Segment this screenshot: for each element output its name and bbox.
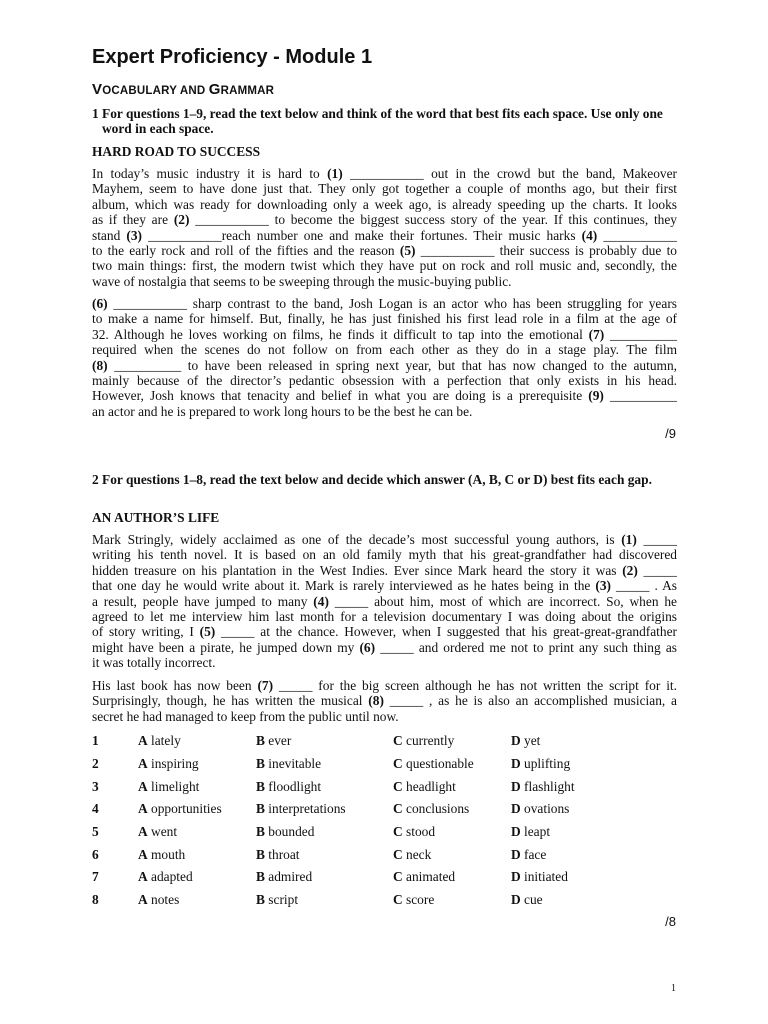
- option-row: [92, 889, 611, 912]
- option-c: C questionable: [393, 756, 474, 772]
- text-line: to make a name for himself. But, finally, he has just finished his first lead role in a film at the age of: [92, 311, 677, 327]
- option-c: C conclusions: [393, 801, 470, 817]
- option-a: A went: [138, 824, 178, 840]
- page-title: Expert Proficiency - Module 1: [92, 46, 373, 68]
- option-c: C headlight: [393, 778, 456, 794]
- part2-score: /8: [665, 914, 676, 929]
- text-line: as if they are (2) ___________ to become the biggest success story of the year. If this continues, they: [92, 212, 677, 228]
- text-line: agreed to let me interview him last month for a television documentary I was doing about the origins: [92, 609, 677, 625]
- gap-number: (2): [622, 562, 638, 578]
- question-number: 1: [92, 733, 99, 749]
- text-line: In today’s music industry it is hard to (1) ___________ out in the crowd but the band, Makeover: [92, 166, 677, 181]
- part2-heading: AN AUTHOR’S LIFE: [92, 510, 220, 525]
- section-heading: VOCABULARY AND GRAMMAR: [92, 81, 275, 98]
- option-a: A adapted: [138, 869, 193, 885]
- page-number: 1: [671, 983, 676, 994]
- text-line: might have been a pirate, he jumped down my (6) _____ and ordered me not to print any such thing as: [92, 639, 677, 655]
- option-d: D face: [511, 846, 547, 862]
- text-line: to the early rock and roll of the fifties and the reason (5) ___________ their success is probably due to: [92, 243, 678, 259]
- option-b: B script: [256, 892, 299, 908]
- text-line: writing his tenth novel. It is based on an old family myth that his great-grandfather had discovered: [92, 547, 677, 563]
- text-line: Mark Stringly, widely acclaimed as one of the decade’s most successful young authors, is (1) _____: [92, 532, 677, 547]
- part1-instruction: 1 For questions 1–9, read the text below and think of the word that best fits each space. Use only one word in each space.: [92, 106, 663, 137]
- gap-number: (1): [621, 532, 637, 547]
- gap-number: (4): [581, 227, 598, 243]
- option-row: [92, 730, 611, 753]
- option-row: [92, 775, 611, 798]
- text-line: a result, people have jumped to many (4) _____ about him, most of which are incorrect. So, when he: [92, 593, 677, 609]
- text-line: stand (3) ___________reach number one and make their fortunes. Their music harks (4) ___________: [92, 227, 677, 243]
- text-line: it was totally incorrect.: [92, 655, 216, 671]
- option-a: A opportunities: [138, 801, 222, 817]
- option-c: C neck: [393, 846, 432, 862]
- gap-number: (2): [173, 212, 190, 228]
- option-b: B ever: [256, 733, 292, 749]
- gap-number: (6): [359, 639, 376, 655]
- option-c: C currently: [393, 733, 455, 749]
- text-line: secret he had managed to keep from the public until now.: [92, 708, 399, 724]
- text-line: Surprisingly, though, he has written the musical (8) _____ , as he is also an accomplished musician, a: [92, 693, 677, 709]
- option-a: A mouth: [138, 846, 186, 862]
- option-c: C animated: [393, 869, 456, 885]
- question-number: 2: [92, 756, 99, 772]
- gap-number: (1): [327, 166, 343, 181]
- text-line: album, which was ready for downloading only a week ago, is already speeding up the charts. It looks: [92, 196, 677, 212]
- gap-number: (8): [92, 357, 108, 373]
- text-line: hidden treasure on his plantation in the West Indies. Ever since Mark heard the story it was (2) _____: [92, 562, 678, 578]
- option-d: D uplifting: [511, 756, 571, 772]
- gap-number: (6): [92, 296, 108, 311]
- option-a: A notes: [138, 892, 180, 908]
- gap-number: (5): [199, 624, 216, 640]
- question-number: 4: [92, 801, 99, 817]
- gap-number: (3): [595, 578, 611, 594]
- gap-number: (4): [313, 593, 329, 609]
- text-line: His last book has now been (7) _____ for the big screen although he has not written the script for it.: [92, 678, 677, 693]
- answer-options-table: [92, 730, 611, 912]
- option-d: D flashlight: [511, 778, 575, 794]
- option-b: B bounded: [256, 824, 315, 840]
- text-line: (8) __________ to have been released in spring next year, but that has now changed to the autumn,: [92, 357, 677, 373]
- gap-number: (3): [126, 227, 142, 243]
- option-a: A lately: [138, 733, 181, 749]
- text-line: (6) ___________ sharp contrast to the band, Josh Logan is an actor who has been struggling for years: [92, 296, 677, 311]
- question-number: 3: [92, 778, 99, 794]
- option-d: D initiated: [511, 869, 568, 885]
- option-d: D yet: [511, 733, 541, 749]
- gap-number: (7): [588, 326, 605, 342]
- question-number: 8: [92, 892, 99, 908]
- text-line: two main things: first, the modern twist which they have put on rock and roll music and, secondly, the: [92, 258, 677, 274]
- option-d: D leapt: [511, 824, 551, 840]
- option-a: A limelight: [138, 778, 200, 794]
- option-row: [92, 753, 611, 776]
- option-d: D ovations: [511, 801, 570, 817]
- option-row: [92, 843, 611, 866]
- option-b: B admired: [256, 869, 313, 885]
- text-line: However, Josh knows that tenacity and belief in what you are doing is a prerequisite (9) __________: [92, 388, 677, 404]
- text-line: Mayhem, seem to have done just that. They only got together a couple of months ago, but their first: [92, 181, 677, 197]
- question-number: 7: [92, 869, 99, 885]
- text-line: that one day he would write about it. Mark is rarely interviewed as he hates being in the (3) _____ . As: [92, 578, 677, 594]
- option-row: [92, 798, 611, 821]
- part2-paragraph-1: [92, 532, 677, 671]
- text-line: mainly because of the director’s pedantic obsession with a perfection that only exists in his head.: [92, 373, 677, 389]
- option-b: B throat: [256, 846, 300, 862]
- part2-instruction: 2 For questions 1–8, read the text below and decide which answer (A, B, C or D) best fits each gap.: [92, 472, 652, 487]
- option-b: B floodlight: [256, 778, 322, 794]
- gap-number: (5): [399, 243, 416, 259]
- question-number: 5: [92, 824, 99, 840]
- part1-heading: HARD ROAD TO SUCCESS: [92, 144, 261, 159]
- option-row: [92, 866, 611, 889]
- text-line: required when the scenes do not follow on from each other as they do in a stage play. The film: [92, 342, 677, 358]
- option-d: D cue: [511, 892, 543, 908]
- text-line: an actor and he is prepared to work long hours to be the best he can be.: [92, 403, 473, 419]
- part2-paragraph-2: [92, 678, 677, 724]
- gap-number: (9): [588, 388, 604, 404]
- option-row: [92, 821, 611, 844]
- text-line: 32. Although he loves working on films, he finds it difficult to tap into the emotional (7) __________: [92, 326, 677, 342]
- option-c: C score: [393, 892, 435, 908]
- option-b: B inevitable: [256, 756, 322, 772]
- gap-number: (7): [257, 678, 274, 693]
- part1-paragraph-1: [92, 166, 677, 289]
- option-b: B interpretations: [256, 801, 346, 817]
- option-a: A inspiring: [138, 756, 199, 772]
- text-line: wave of nostalgia that seems to be sweeping through the music-buying public.: [92, 273, 512, 289]
- question-number: 6: [92, 846, 99, 862]
- option-c: C stood: [393, 824, 436, 840]
- part1-paragraph-2: [92, 296, 677, 419]
- part1-score: /9: [665, 426, 676, 441]
- gap-number: (8): [368, 693, 384, 709]
- text-line: of story writing, I (5) _____ at the chance. However, when I suggested that his great-great-grandfather: [92, 624, 677, 640]
